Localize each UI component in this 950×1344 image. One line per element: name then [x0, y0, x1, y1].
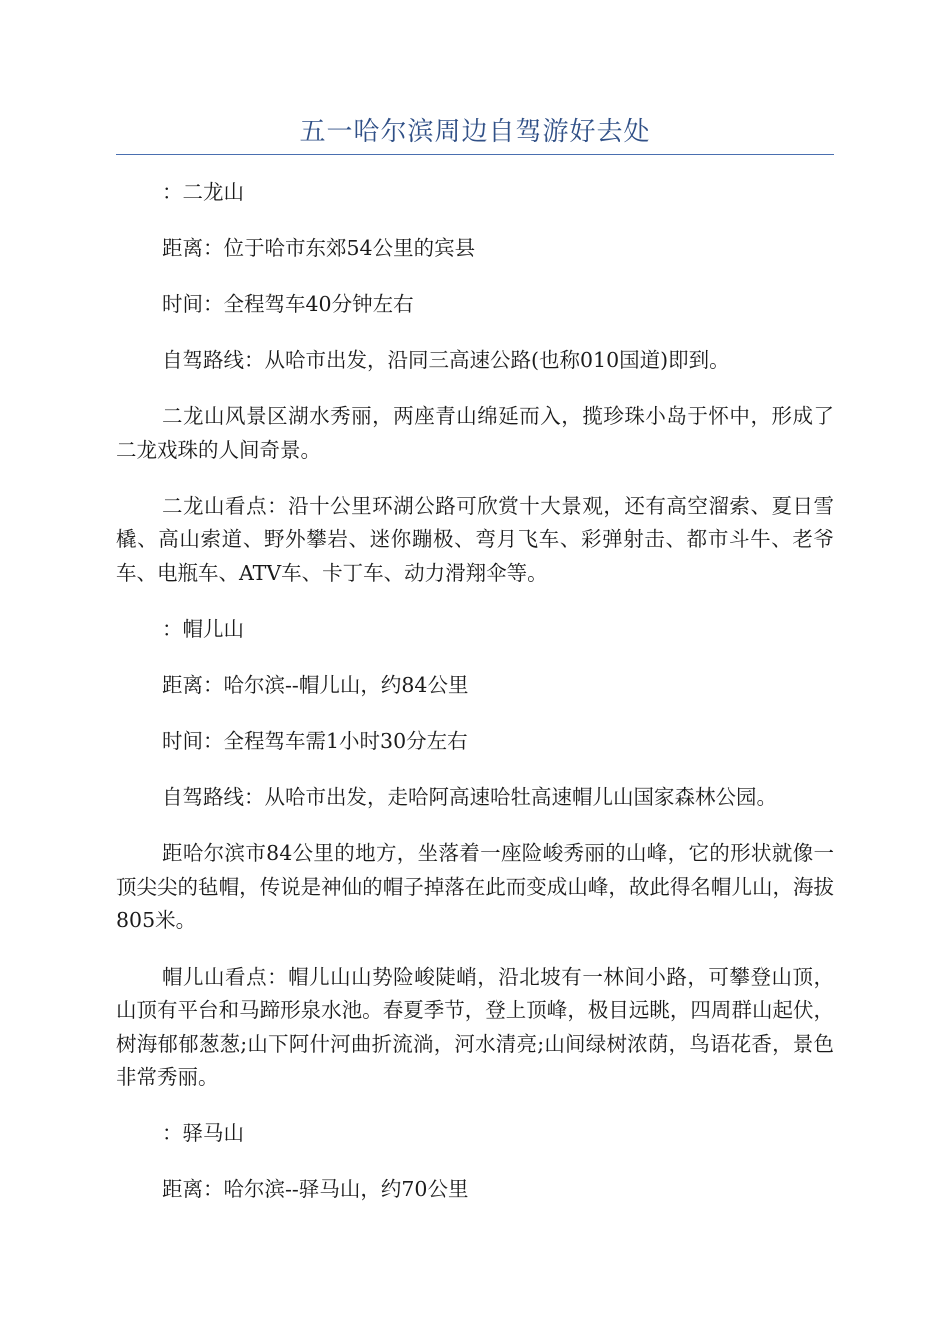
highlights-paragraph: 帽儿山看点：帽儿山山势险峻陡峭，沿北坡有一林间小路，可攀登山顶，山顶有平台和马蹄形泉水池。春夏季节，登上顶峰，极目远眺，四周群山起伏，树海郁郁葱葱;山下阿什河曲折流淌，河水清亮;山间绿树浓荫，鸟语花香，景色非常秀丽。 [116, 964, 834, 1090]
distance-line: 距离：哈尔滨--驿马山，约70公里 [162, 1177, 469, 1202]
section-heading-maoershan: ：帽儿山 [162, 617, 244, 642]
route-line: 自驾路线：从哈市出发，沿同三高速公路(也称010国道)即到。 [162, 348, 730, 373]
document-title: 五一哈尔滨周边自驾游好去处 [299, 117, 651, 147]
distance-line: 距离：哈尔滨--帽儿山，约84公里 [162, 673, 469, 698]
description-paragraph: 二龙山风景区湖水秀丽，两座青山绵延而入，揽珍珠小岛于怀中，形成了二龙戏珠的人间奇景。 [116, 404, 834, 462]
section-heading-yimashan: ：驿马山 [162, 1121, 244, 1146]
highlights-paragraph: 二龙山看点：沿十公里环湖公路可欣赏十大景观，还有高空溜索、夏日雪橇、高山索道、野外攀岩、迷你蹦极、弯月飞车、彩弹射击、都市斗牛、老爷车、电瓶车、ATV车、卡丁车、动力滑翔伞等。 [116, 493, 834, 585]
time-line: 时间：全程驾车需1小时30分左右 [162, 729, 468, 754]
description-paragraph: 距哈尔滨市84公里的地方，坐落着一座险峻秀丽的山峰，它的形状就像一顶尖尖的毡帽，传说是神仙的帽子掉落在此而变成山峰，故此得名帽儿山，海拔805米。 [116, 841, 834, 933]
title-underline [116, 154, 834, 155]
route-line: 自驾路线：从哈市出发，走哈阿高速哈牡高速帽儿山国家森林公园。 [162, 785, 777, 810]
distance-line: 距离：位于哈市东郊54公里的宾县 [162, 236, 476, 261]
section-heading-erlongshan: ：二龙山 [162, 180, 244, 204]
time-line: 时间：全程驾车40分钟左右 [162, 292, 414, 317]
document-body [116, 176, 834, 1229]
